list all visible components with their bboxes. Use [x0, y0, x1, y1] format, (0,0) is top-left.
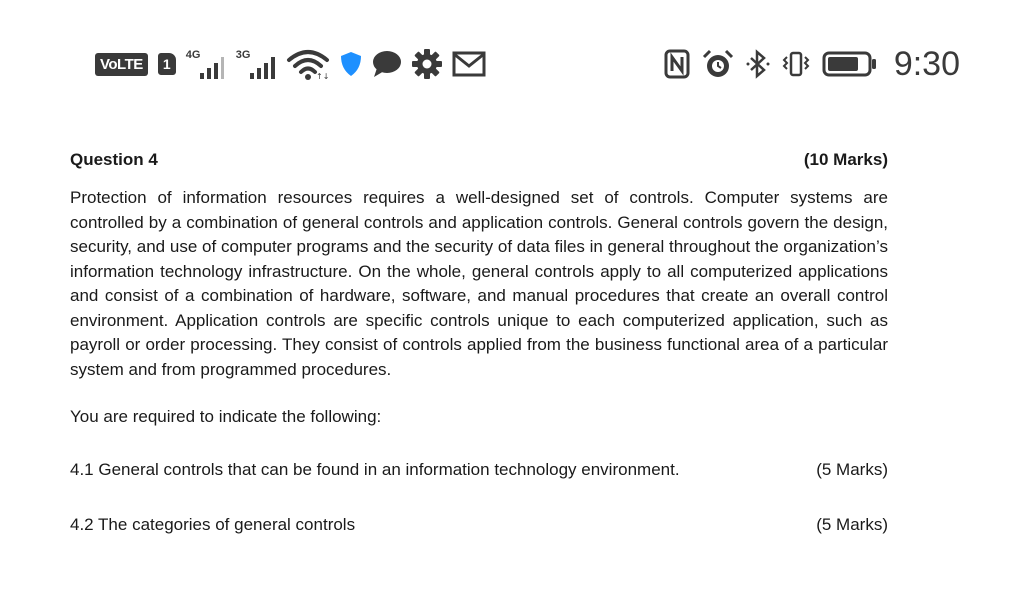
battery-icon: [822, 51, 878, 77]
bluetooth-icon: [746, 49, 770, 79]
nfc-icon: [664, 49, 690, 79]
signal-3g-label: 3G: [235, 49, 251, 61]
item-text: 4.2 The categories of general controls: [70, 515, 356, 534]
instruction-text: You are required to indicate the following:: [70, 407, 382, 426]
gear-icon: [412, 49, 442, 79]
sim-icon: 1: [158, 53, 176, 75]
wifi-icon: [286, 48, 330, 80]
list-item: [70, 513, 888, 537]
status-bar-left: [95, 40, 486, 88]
item-marks: (5 Marks): [816, 515, 888, 534]
volte-icon: VoLTE: [95, 53, 148, 76]
signal-4g-label: 4G: [185, 49, 201, 61]
signal-3g-icon: [236, 49, 276, 79]
question-marks: (10 Marks): [803, 150, 888, 169]
item-marks: (5 Marks): [816, 460, 888, 479]
list-item: [70, 458, 888, 482]
chat-icon: [372, 50, 402, 78]
shield-icon: [340, 51, 362, 77]
question-header: [70, 146, 888, 174]
status-bar: [0, 40, 1020, 88]
question-paragraph: Protection of information resources requires a well-designed set of controls. Computer systems are controlled by a combination of general controls and application controls. General controls govern the design, security, and use of computer programs and the security of data files in general throughout the organization’s information technology infrastructure. On the whole, general controls apply to all computerized applications and consist of a combination of hardware, software, and manual procedures that create an overall control environment. Application controls are specific controls unique to each computerized application, such as payroll or order processing. They consist of controls applied from the business functional area of a particular system and from programmed procedures.: [70, 188, 888, 379]
alarm-icon: [702, 49, 734, 79]
question-title: Question 4: [70, 150, 158, 169]
clock-time: 9:30: [893, 44, 960, 83]
mail-icon: [452, 51, 486, 77]
signal-4g-icon: [186, 49, 226, 79]
status-bar-right: [664, 40, 960, 88]
svg-text:↑↓: ↑↓: [315, 72, 330, 80]
document-content: [70, 146, 888, 537]
item-text: 4.1 General controls that can be found in an information technology environment.: [70, 460, 680, 479]
vibrate-icon: [782, 51, 810, 77]
